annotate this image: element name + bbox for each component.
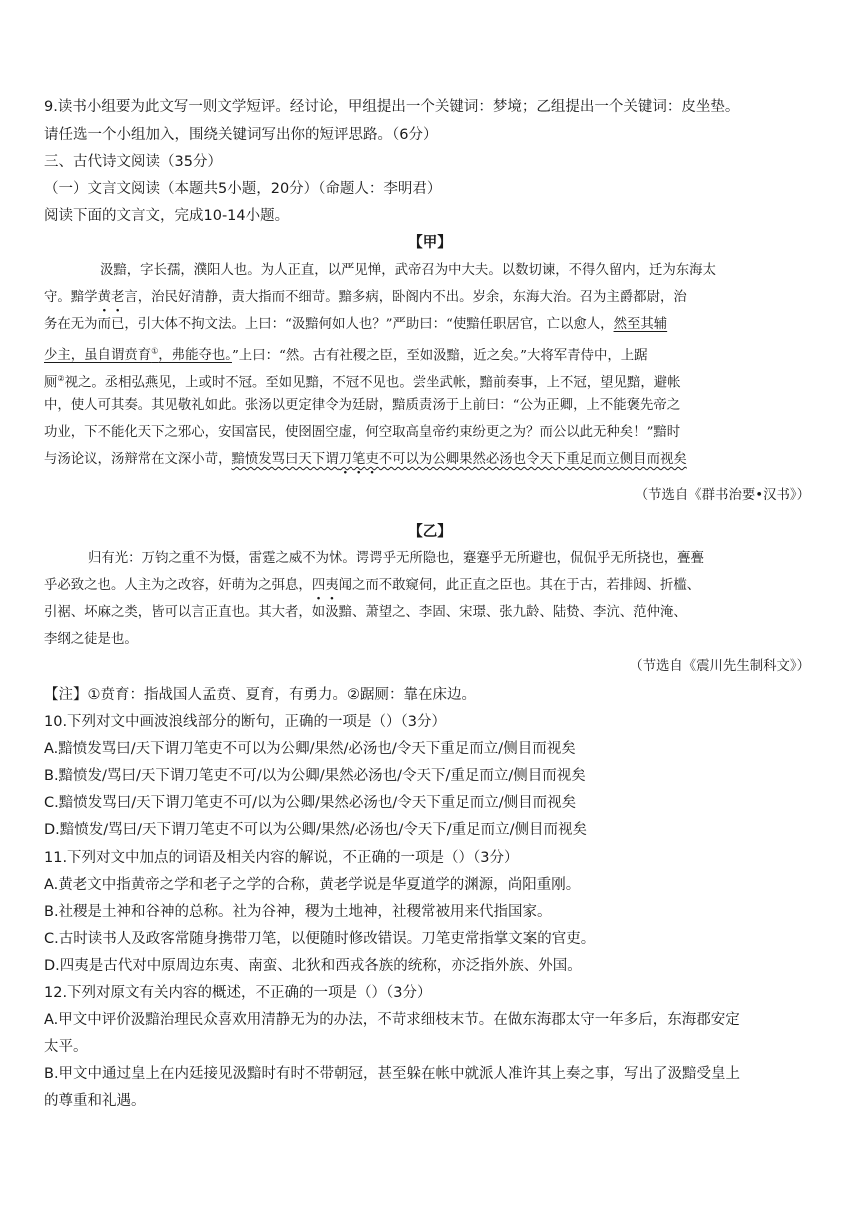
- passage-yi-heading: 【乙】: [408, 524, 452, 540]
- instruction: 阅读下面的文言文，完成10-14小题。: [44, 208, 290, 224]
- q12-option-a-line-2: 太平。: [44, 1039, 88, 1055]
- q11-option-c: C.古时读书人及政客常随身携带刀笔，以便随时修改错误。刀笔吏常指掌文案的官吏。: [44, 931, 596, 947]
- dotted-char: 老: [110, 290, 125, 305]
- dotted-char: 四: [311, 578, 326, 593]
- section-title: 三、古代诗文阅读（35分）: [44, 154, 222, 170]
- yi-line-4: 李纲之徒是也。: [44, 632, 138, 647]
- wavy-underlined-text: 黯愤发骂曰天下谓刀笔吏不可以为公卿果然必汤也令天下重足而立侧目而视矣: [231, 452, 687, 467]
- dotted-char: 黄: [97, 290, 111, 305]
- annotation-note: 【注】①贲育：指战国人孟贲、夏育，有勇力。②踞厕：靠在床边。: [44, 687, 476, 703]
- q12-option-a-line-1: A.甲文中评价汲黯治理民众喜欢用清静无为的办法，不苛求细枝末节。在做东海郡太守一年多后，东海郡安定: [44, 1012, 740, 1028]
- q10-option-c: C.黯愤发骂曰/天下谓刀笔吏不可/以为公卿/果然必汤也/令天下重足而立/侧目而视矣: [44, 795, 577, 811]
- q10-option-a: A.黯愤发骂曰/天下谓刀笔吏不可以为公卿/果然/必汤也/令天下重足而立/侧目而视矣: [44, 741, 576, 757]
- jia-line-5: 厕②视之。丞相弘燕见，上或时不冠。至如见黯，不冠不见也。尝坐武帐，黯前奏事，上不冠，望见黯，避帐: [44, 374, 681, 391]
- q12-option-b-line-1: B.甲文中通过皇上在内廷接见汲黯时有时不带朝冠，甚至躲在帐中就派人准许其上奏之事，写出了汲黯受皇上: [44, 1066, 741, 1082]
- passage-jia-heading: 【甲】: [408, 235, 452, 251]
- q11-option-a: A.黄老文中指黄帝之学和老子之学的合称，黄老学说是华夏道学的渊源，尚阳重刚。: [44, 877, 581, 893]
- jia-line-3: 务在无为而已，引大体不拘文法。上曰：“汲黯何如人也？”严助曰：“使黯任职居官，亡以愈人，然至其辅: [44, 317, 668, 332]
- jia-line-6: 中，使人可其奏。其见敬礼如此。张汤以更定律令为廷尉，黯质责汤于上前曰：“公为正卿，上不能褒先帝之: [44, 398, 681, 413]
- q10-option-b: B.黯愤发/骂曰/天下谓刀笔吏不可/以为公卿/果然必汤也/令天下/重足而立/侧目而视矣: [44, 768, 586, 784]
- q9-line-1: 9.读书小组要为此文写一则文学短评。经讨论，甲组提出一个关键词：梦境；乙组提出一个关键词：皮坐垫。: [44, 99, 740, 115]
- jia-line-1: 汲黯，字长孺，濮阳人也。为人正直，以严见惮，武帝召为中大夫。以数切谏，不得久留内，迁为东海太: [100, 263, 716, 278]
- yi-line-3: 引裾、坏麻之类，皆可以言正直也。其大者，如汲黯、萧望之、李固、宋璟、张九龄、陆贽、李沆、范仲淹、: [44, 605, 687, 620]
- yi-line-2: 乎必致之也。人主为之改容，奸萌为之弭息，四夷闻之而不敢窥伺，此正直之臣也。其在于古，若排闼、折槛、: [44, 578, 701, 593]
- subsection-title: （一）文言文阅读（本题共5小题，20分）（命题人：李明君）: [44, 181, 442, 197]
- q11-option-d: D.四夷是古代对中原周边东夷、南蛮、北狄和西戎各族的统称，亦泛指外族、外国。: [44, 958, 582, 974]
- q12-option-b-line-2: 的尊重和礼遇。: [44, 1093, 146, 1109]
- q11-option-b: B.社稷是土神和谷神的总称。社为谷神，稷为土地神，社稷常被用来代指国家。: [44, 904, 552, 920]
- q11-stem: 11.下列对文中加点的词语及相关内容的解说，不正确的一项是（）（3分）: [44, 850, 519, 866]
- jia-line-2: 守。黯学黄老言，治民好清静，责大指而不细苛。黯多病，卧阁内不出。岁余，东海大治。召为主爵都尉，治: [44, 290, 687, 305]
- yi-source: （节选自《震川先生制科文》）: [629, 659, 810, 674]
- jia-line-8: 与汤论议，汤辩常在文深小苛，黯愤发骂曰天下谓刀笔吏不可以为公卿果然必汤也令天下重足而立侧目而视矣: [44, 452, 687, 467]
- q9-line-2: 请任选一个小组加入，围绕关键词写出你的短评思路。（6分）: [44, 127, 438, 143]
- underlined-text: 然至其辅: [613, 317, 668, 332]
- yi-line-1: 归有光：万钧之重不为慑，雷霆之威不为怵。谔谔乎无所隐也，蹇蹇乎无所避也，侃侃乎无所挠也，亹亹: [88, 551, 704, 566]
- q10-stem: 10.下列对文中画波浪线部分的断句，正确的一项是（）（3分）: [44, 714, 447, 730]
- q12-stem: 12.下列对原文有关内容的概述，不正确的一项是（）（3分）: [44, 985, 432, 1001]
- dotted-char: 夷: [325, 578, 339, 593]
- jia-line-4: 少主，虽自谓贲育①，弗能夺也。”上曰：“然。古有社稷之臣，至如汲黯，近之矣。”大将军青侍中，上踞: [44, 347, 648, 364]
- jia-source: （节选自《群书治要•汉书》）: [634, 488, 810, 503]
- underlined-text: 少主，虽自谓贲育①，弗能夺也。: [44, 347, 232, 364]
- jia-line-7: 功业，下不能化天下之邪心，安国富民，使囹圄空虚，何空取高皇帝约束纷更之为？而公以此无种矣！”黯时: [44, 425, 681, 440]
- q10-option-d: D.黯愤发/骂曰/天下谓刀笔吏不可以为公卿/果然/必汤也/令天下/重足而立/侧目而视矣: [44, 822, 587, 838]
